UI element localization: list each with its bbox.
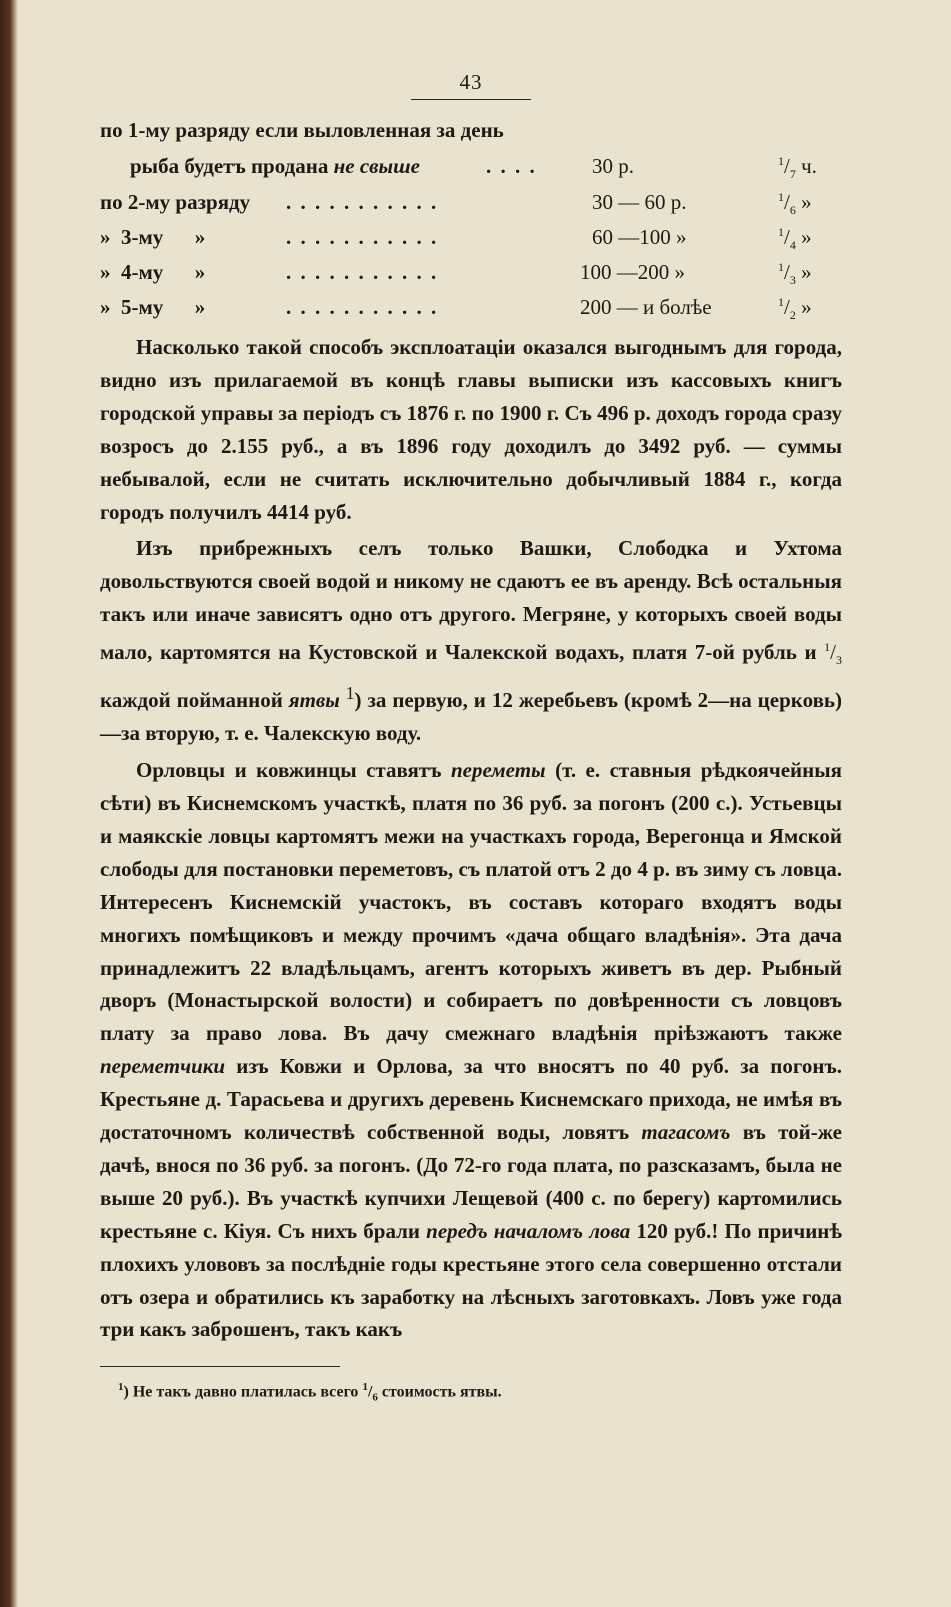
paragraph-kisnem: Орловцы и ковжинцы ставятъ переметы (т. е. ставныя рѣдкоячейныя сѣти) въ Киснемскомъ участкѣ, платя по 36 руб. за погонъ (200 с.). Устьевцы и маякскіе ловцы картомятъ межи на участкахъ города, Верегонца и Ямской слободы для постановки переметовъ, съ платой отъ 2 до 4 р. въ зиму съ ловца. Интересенъ Киснемскій участокъ, въ составъ котораго входятъ воды многихъ помѣщиковъ и между прочимъ «дача общаго владѣнія». Эта дача принадлежитъ 22 владѣльцамъ, агентъ которыхъ живетъ въ дер. Рыбный дворъ (Монастырской волости) и собираетъ по довѣренности съ ловцовъ плату за право лова. Въ дачу смежнаго владѣнія пріѣзжаютъ также переметчики изъ Ковжи и Орлова, за что вносятъ по 40 руб. за погонъ. Крестьяне д. Тарасьева и другихъ деревень Киснемскаго прихода, не имѣя въ достаточномъ количествѣ собственной воды, ловятъ тагасомъ въ той-же дачѣ, внося по 36 руб. за погонъ. (До 72-го года плата, по разсказамъ, была не выше 20 руб.). Въ участкѣ купчихи Лещевой (400 с. по берегу) картомились крестьяне с. Кіуя. Съ нихъ брали передъ началомъ лова 120 руб.! По причинѣ плохихъ улововъ за послѣдніе годы крестьяне этого села совершенно отстали отъ озера и обратились къ заработку на лѣсныхъ заготовкахъ. Ловъ уже года три какъ заброшенъ, такъ какъ bbox=[100, 758, 842, 1342]
row-leader-dots: . . . . bbox=[486, 154, 537, 178]
row-leader-dots: . . . . . . . . . . . bbox=[286, 260, 439, 284]
table-row bbox=[100, 260, 842, 292]
row-share: $^1/_3$ » bbox=[778, 260, 812, 288]
table-row bbox=[100, 225, 842, 257]
paragraph-revenue: Насколько такой способъ эксплоатаціи оказался выгоднымъ для города, видно изъ прилагаемой въ концѣ главы выписки изъ кассовыхъ книгъ городской управы за періодъ съ 1876 г. по 1900 г. Съ 496 р. доходъ города сразу возросъ до 2.155 руб., а въ 1896 году доходилъ до 3492 руб. — суммы небывалой, если не считать исключительно добычливый 1884 г., когда городъ получилъ 4414 руб. bbox=[100, 335, 842, 524]
table-row bbox=[100, 190, 842, 222]
row-share: $^1/_4$ » bbox=[778, 225, 812, 253]
footnote-rule bbox=[100, 1366, 340, 1367]
row-leader-dots: . . . . . . . . . . . bbox=[286, 190, 439, 214]
row-amount: 60 —100 » bbox=[592, 225, 687, 249]
row-amount: 30 р. bbox=[592, 154, 634, 178]
row-amount: 30 — 60 р. bbox=[592, 190, 687, 214]
row-leader-dots: . . . . . . . . . . . bbox=[286, 225, 439, 249]
row-leader-dots: . . . . . . . . . . . bbox=[286, 295, 439, 319]
row-label: рыба будетъ продана не свыше bbox=[130, 154, 420, 178]
paragraph-villages: Изъ прибрежныхъ селъ только Вашки, Слободка и Ухтома довольствуются своей водой и никому не сдаютъ ее въ аренду. Всѣ остальныя такъ или иначе зависятъ одно отъ другого. Мегряне, у которыхъ своей воды мало, картомятся на Кустовской и Чалекской водахъ, платя 7-ой рубль и $^1/_3$ каждой пойманной ятвы $^1$) за первую, и 12 жеребьевъ (кромѣ 2—на церковь)—за вторую, т. е. Чалекскую воду. bbox=[100, 536, 843, 746]
footnote-ref: 1 bbox=[345, 683, 355, 704]
table-intro: по 1-му разряду если выловленная за день bbox=[100, 118, 504, 142]
row-share: $^1/_7$ ч. bbox=[778, 154, 817, 182]
footnote: $^1$) Не такъ давно платилась всего $^1/_6$ стоимость ятвы. bbox=[118, 1381, 502, 1404]
row-share: $^1/_6$ » bbox=[778, 190, 812, 218]
book-spine-edge bbox=[0, 0, 18, 1607]
row-amount: 200 — и болѣе bbox=[580, 295, 712, 319]
table-row bbox=[100, 154, 842, 186]
row-label: » 4-му » bbox=[100, 260, 206, 284]
row-label: » 3-му » bbox=[100, 225, 206, 249]
row-amount: 100 —200 » bbox=[580, 260, 685, 284]
rate-table bbox=[100, 118, 842, 331]
document-page bbox=[100, 70, 842, 1404]
table-row bbox=[100, 295, 842, 327]
row-label: по 2-му разряду bbox=[100, 190, 251, 214]
table-intro-row bbox=[100, 118, 842, 150]
page-number-rule bbox=[411, 99, 531, 100]
row-share: $^1/_2$ » bbox=[778, 295, 812, 323]
row-label: » 5-му » bbox=[100, 295, 206, 319]
page-number: 43 bbox=[459, 70, 483, 94]
